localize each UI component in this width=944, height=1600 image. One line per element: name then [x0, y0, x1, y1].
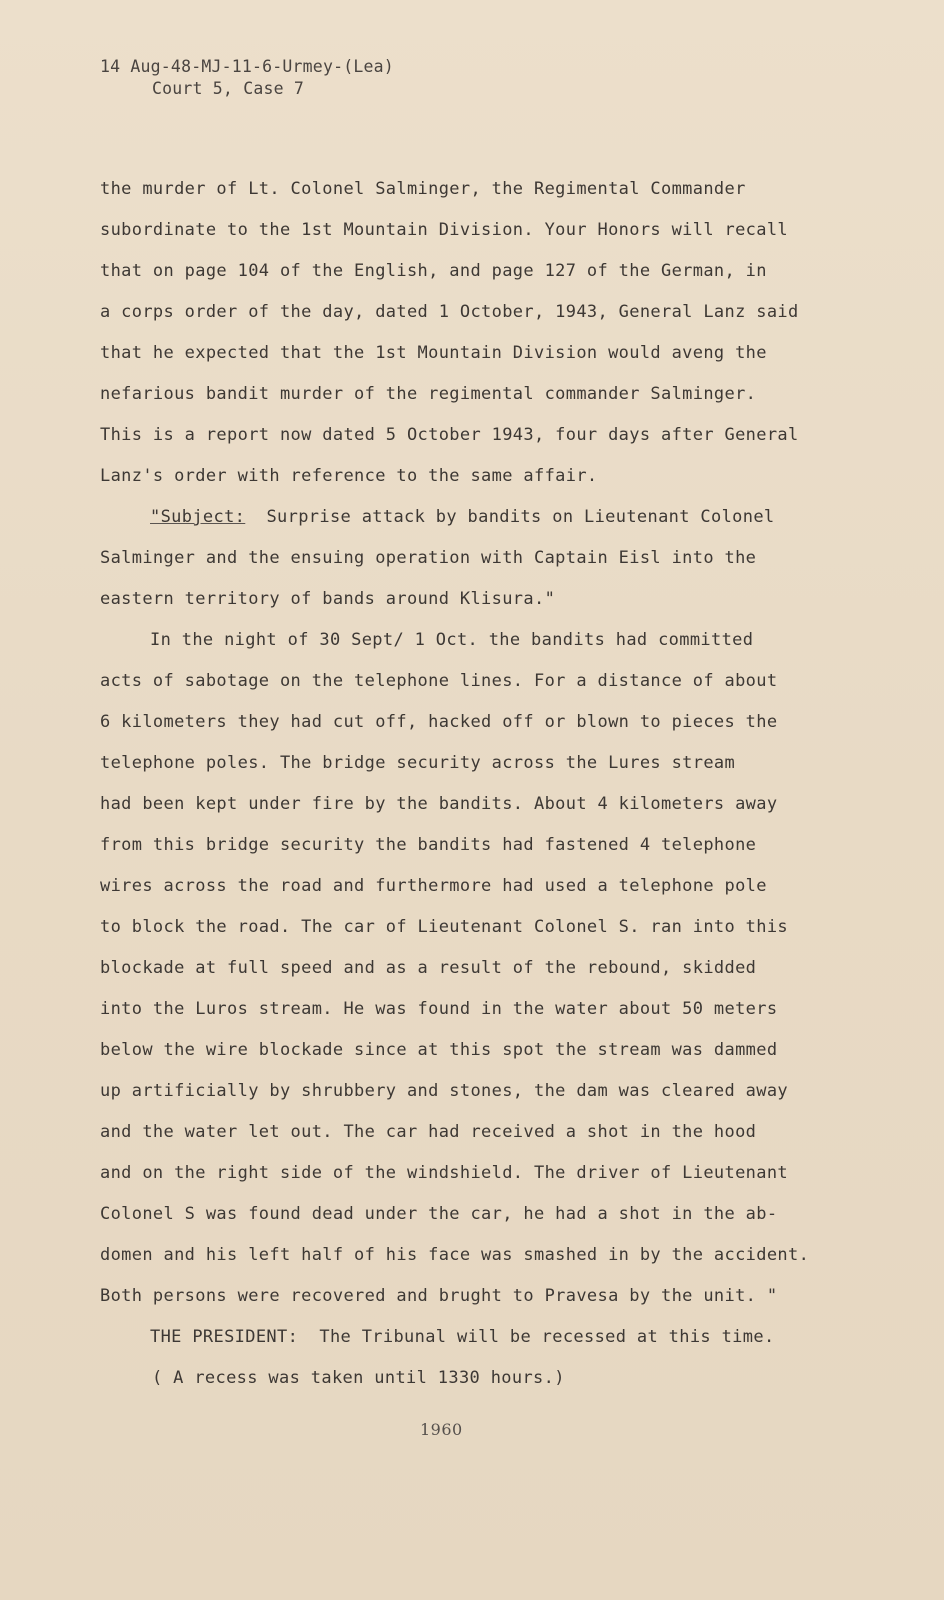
body-line: acts of sabotage on the telephone lines. For a distance of about	[100, 671, 778, 691]
body-line: to block the road. The car of Lieutenant Colonel S. ran into this	[100, 917, 789, 937]
page-number: 1960	[420, 1420, 463, 1439]
body-line: Both persons were recovered and brught to Pravesa by the unit. "	[100, 1286, 778, 1306]
body-line: the murder of Lt. Colonel Salminger, the Regimental Commander	[100, 179, 746, 199]
body-line: eastern territory of bands around Klisura."	[100, 589, 556, 609]
body-line: had been kept under fire by the bandits. About 4 kilometers away	[100, 794, 778, 814]
body-line: nefarious bandit murder of the regimental commander Salminger.	[100, 384, 757, 404]
body-line: This is a report now dated 5 October 1943, four days after General	[100, 425, 799, 445]
statement-text: The Tribunal will be recessed at this time.	[319, 1327, 775, 1347]
body-line: up artificially by shrubbery and stones, the dam was cleared away	[100, 1081, 789, 1101]
header-court-case: Court 5, Case 7	[152, 79, 305, 98]
body-line: Salminger and the ensuing operation with Captain Eisl into the	[100, 548, 757, 568]
body-line: and on the right side of the windshield. The driver of Lieutenant	[100, 1163, 789, 1183]
body-line: that on page 104 of the English, and page 127 of the German, in	[100, 261, 767, 281]
body-line: that he expected that the 1st Mountain Division would aveng the	[100, 343, 767, 363]
body-line: below the wire blockade since at this spot the stream was dammed	[100, 1040, 778, 1060]
recess-note: ( A recess was taken until 1330 hours.)	[152, 1368, 565, 1388]
body-line: domen and his left half of his face was smashed in by the accident.	[100, 1245, 810, 1265]
body-line: Colonel S was found dead under the car, he had a shot in the ab-	[100, 1204, 778, 1224]
subject-text: Surprise attack by bandits on Lieutenant Colonel	[266, 507, 775, 527]
body-line: into the Luros stream. He was found in the water about 50 meters	[100, 999, 778, 1019]
body-line: 6 kilometers they had cut off, hacked off or blown to pieces the	[100, 712, 778, 732]
subject-line	[100, 504, 775, 530]
president-statement	[100, 1324, 775, 1350]
subject-label: "Subject:	[150, 507, 246, 527]
document-header	[100, 56, 394, 100]
body-line: and the water let out. The car had received a shot in the hood	[100, 1122, 757, 1142]
body-line: from this bridge security the bandits had fastened 4 telephone	[100, 835, 757, 855]
body-line: a corps order of the day, dated 1 October, 1943, General Lanz said	[100, 302, 799, 322]
body-line: telephone poles. The bridge security across the Lures stream	[100, 753, 736, 773]
speaker-label: THE PRESIDENT:	[150, 1327, 299, 1347]
body-line: Lanz's order with reference to the same affair.	[100, 466, 598, 486]
body-line: blockade at full speed and as a result of the rebound, skidded	[100, 958, 757, 978]
body-line: wires across the road and furthermore had used a telephone pole	[100, 876, 767, 896]
body-line: subordinate to the 1st Mountain Division. Your Honors will recall	[100, 220, 789, 240]
header-reference: 14 Aug-48-MJ-11-6-Urmey-(Lea)	[100, 57, 394, 76]
paragraph-start: In the night of 30 Sept/ 1 Oct. the bandits had committed	[150, 630, 754, 650]
